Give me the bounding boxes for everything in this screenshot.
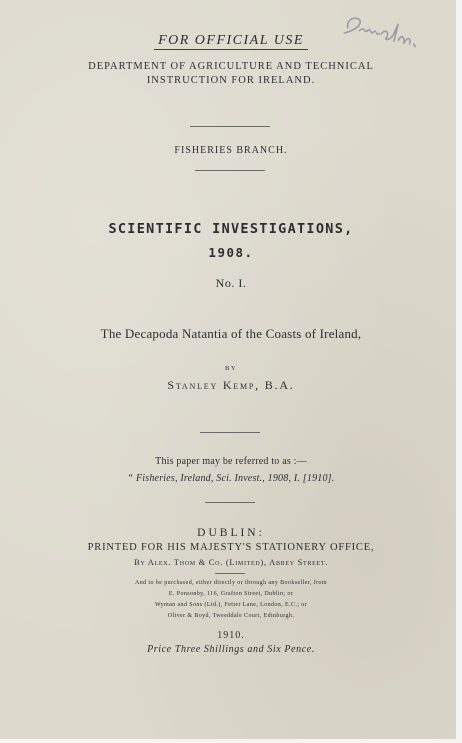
paper-title: The Decapoda Natantia of the Coasts of Ireland,	[100, 326, 362, 341]
price-line: Price Three Shillings and Six Pence.	[147, 644, 315, 655]
divider	[205, 502, 255, 503]
series-year: 1908.	[208, 245, 254, 260]
reference-citation: “ Fisheries, Ireland, Sci. Invest., 1908, I. [1910].	[127, 473, 335, 484]
handwritten-signature	[337, 0, 444, 63]
purchase-line-3: Wyman and Sons (Ltd.), Fetter Lane, London, E.C.; or	[154, 602, 308, 608]
imprint-place: DUBLIN:	[197, 527, 265, 539]
reference-intro: This paper may be referred to as :—	[155, 456, 307, 467]
purchase-line-1: And to be purchased, either directly or through any Bookseller, from	[135, 580, 327, 586]
purchase-line-2: E. Ponsonby, 116, Grafton Street, Dublin; or	[168, 591, 294, 597]
branch-name: FISHERIES BRANCH.	[174, 145, 288, 156]
divider	[195, 170, 265, 171]
imprint-printer-by: By Alex. Thom & Co. (Limited), Abbey Street.	[133, 557, 329, 567]
page-edge-right	[456, 0, 462, 743]
department-line-2: INSTRUCTION FOR IRELAND.	[146, 75, 316, 86]
divider	[215, 573, 245, 574]
series-title: SCIENTIFIC INVESTIGATIONS,	[108, 221, 354, 237]
series-number: No. I.	[215, 276, 247, 290]
purchase-line-4: Oliver & Boyd, Tweeddale Court, Edinburgh.	[167, 613, 295, 619]
publication-year: 1910.	[217, 630, 245, 641]
department-line-1: DEPARTMENT OF AGRICULTURE AND TECHNICAL	[88, 61, 374, 72]
divider	[190, 126, 270, 127]
page-edge-bottom	[0, 739, 462, 743]
author-name: Stanley Kemp, B.A.	[167, 378, 295, 392]
divider	[200, 432, 260, 433]
official-use-heading: FOR OFFICIAL USE	[0, 33, 462, 49]
by-label: BY	[224, 365, 238, 372]
imprint-printer: PRINTED FOR HIS MAJESTY'S STATIONERY OFFICE,	[87, 542, 375, 553]
